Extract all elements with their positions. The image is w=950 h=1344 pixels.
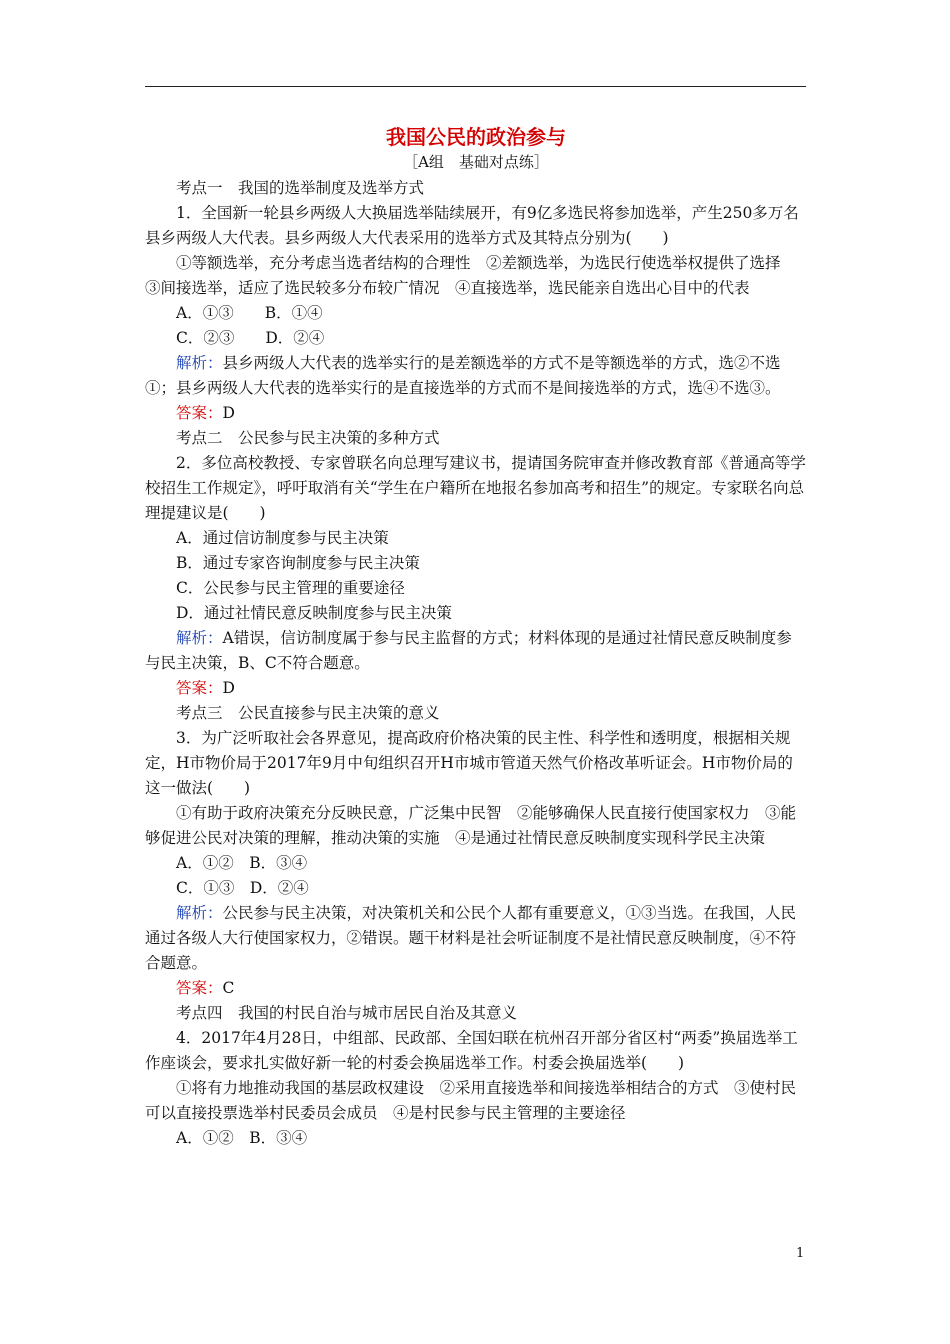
section-heading-1: 考点一 我国的选举制度及选举方式: [176, 179, 425, 197]
group-label: ［A组 基础对点练］: [403, 153, 549, 171]
q1-analysis: [145, 351, 807, 401]
q2-analysis: [145, 626, 807, 676]
q2-stem: 2．多位高校教授、专家曾联名向总理写建议书，提请国务院审查并修改教育部《普通高等学校招生工作规定》，呼吁取消有关“学生在户籍所在地报名参加高考和招生”的规定。专家联名向总理提建议是( ): [145, 454, 806, 522]
q3-analysis-text: 公民参与民主决策，对决策机关和公民个人都有重要意义，①③当选。在我国，人民通过各级人大行使国家权力，②错误。题干材料是社会听证制度不是社情民意反映制度，④不符合题意。: [145, 904, 797, 972]
q2-analysis-text: A错误，信访制度属于参与民主监督的方式；材料体现的是通过社情民意反映制度参与民主决策，B、C不符合题意。: [145, 629, 792, 672]
section-heading-3: 考点三 公民直接参与民主决策的意义: [176, 704, 440, 722]
page-number: 1: [796, 1246, 805, 1261]
q3-answer-value: C: [222, 979, 235, 997]
q1-options-cd: C．②③ D．②④: [176, 329, 325, 347]
q3-analysis: [145, 901, 807, 976]
q1-analysis-text: 县乡两级人大代表的选举实行的是差额选举的方式不是等额选举的方式，选②不选①；县乡两级人大代表的选举实行的是直接选举的方式而不是间接选举的方式，选④不选③。: [145, 354, 781, 397]
section-heading-2: 考点二 公民参与民主决策的多种方式: [176, 429, 440, 447]
analysis-label: 解析：: [176, 354, 223, 372]
q3-answer: [145, 976, 807, 1001]
q2-answer: [145, 676, 807, 701]
q3-options-cd: C．①③ D．②④: [176, 879, 309, 897]
q1-answer-value: D: [222, 404, 235, 422]
q2-answer-value: D: [222, 679, 235, 697]
q3-stem: 3．为广泛听取社会各界意见，提高政府价格决策的民主性、科学性和透明度，根据相关规定，H市物价局于2017年9月中旬组织召开H市城市管道天然气价格改革听证会。H市物价局的这一做法( ): [145, 729, 793, 797]
header-rule: [145, 86, 806, 87]
q1-statements: ①等额选举，充分考虑当选者结构的合理性 ②差额选举，为选民行使选举权提供了选择 ③间接选举，适应了选民较多分布较广情况 ④直接选举，选民能亲自选出心目中的代表: [145, 254, 797, 297]
q4-statements: ①将有力地推动我国的基层政权建设 ②采用直接选举和间接选举相结合的方式 ③使村民可以直接投票选举村民委员会成员 ④是村民参与民主管理的主要途径: [145, 1079, 797, 1122]
q1-answer: [145, 401, 807, 426]
q3-options-ab: A．①② B．③④: [176, 854, 308, 872]
q2-option-b: B．通过专家咨询制度参与民主决策: [176, 554, 420, 572]
q2-option-d: D．通过社情民意反映制度参与民主决策: [176, 604, 452, 622]
q3-statements: ①有助于政府决策充分反映民意，广泛集中民智 ②能够确保人民直接行使国家权力 ③能够促进公民对决策的理解，推动决策的实施 ④是通过社情民意反映制度实现科学民主决策: [145, 804, 797, 847]
page-title: 我国公民的政治参与: [386, 125, 566, 149]
q4-stem: 4．2017年4月28日，中组部、民政部、全国妇联在杭州召开部分省区村“两委”换届选举工作座谈会，要求扎实做好新一轮的村委会换届选举工作。村委会换届选举( ): [145, 1029, 798, 1072]
document-body: [145, 124, 807, 1151]
answer-label: 答案：: [176, 404, 223, 422]
q2-option-a: A．通过信访制度参与民主决策: [176, 529, 389, 547]
section-heading-4: 考点四 我国的村民自治与城市居民自治及其意义: [176, 1004, 518, 1022]
q1-stem: 1．全国新一轮县乡两级人大换届选举陆续展开，有9亿多选民将参加选举，产生250多万名县乡两级人大代表。县乡两级人大代表采用的选举方式及其特点分别为( ): [145, 204, 799, 247]
answer-label: 答案：: [176, 979, 223, 997]
q1-options-ab: A．①③ B．①④: [176, 304, 323, 322]
q4-options-ab: A．①② B．③④: [176, 1129, 308, 1147]
analysis-label: 解析：: [176, 904, 223, 922]
analysis-label: 解析：: [176, 629, 223, 647]
q2-option-c: C．公民参与民主管理的重要途径: [176, 579, 405, 597]
answer-label: 答案：: [176, 679, 223, 697]
